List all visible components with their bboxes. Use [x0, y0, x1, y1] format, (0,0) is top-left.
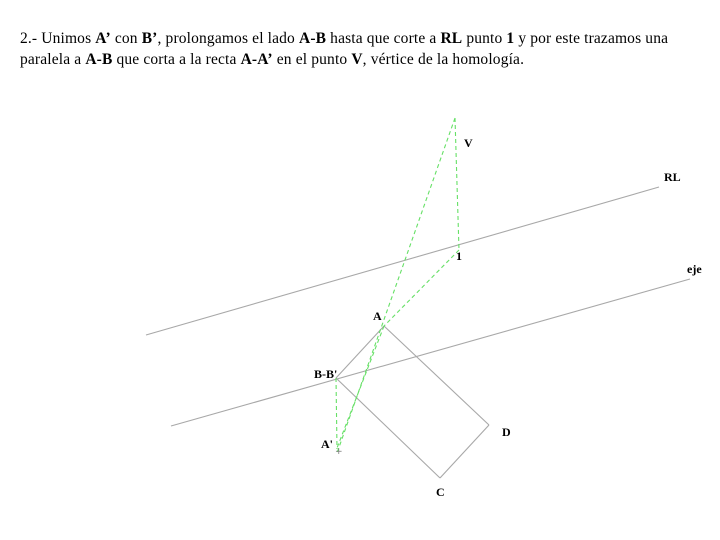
line-a-a-prime — [337, 326, 384, 448]
label-rl: RL — [664, 170, 681, 184]
line-v-a-prime — [337, 118, 455, 453]
label-v: V — [464, 136, 473, 150]
square-side-c-d — [440, 425, 489, 478]
line-one-a — [384, 250, 459, 326]
label-a: A — [373, 309, 382, 323]
label-eje: eje — [687, 262, 702, 276]
square-side-a-b — [336, 326, 384, 378]
label-a-prime: A' — [321, 437, 333, 451]
label-c: C — [436, 485, 445, 499]
line-v-one — [455, 118, 459, 250]
label-point-1: 1 — [456, 249, 462, 263]
label-b-b-prime: B-B' — [314, 367, 338, 381]
rl-line — [146, 187, 659, 335]
line-b-a-prime — [336, 378, 337, 449]
square-side-b-c — [336, 378, 440, 478]
caption-text: 2.- Unimos A’ con B’, prolongamos el lado A-B hasta que corte a RL punto 1 y por este trazamos una paralela a A-B que corta a la recta A-A’ en el punto V, vértice de la homología. — [20, 30, 669, 68]
label-d: D — [502, 425, 511, 439]
a-prime-marker: + — [335, 447, 343, 457]
eje-line — [171, 279, 690, 426]
